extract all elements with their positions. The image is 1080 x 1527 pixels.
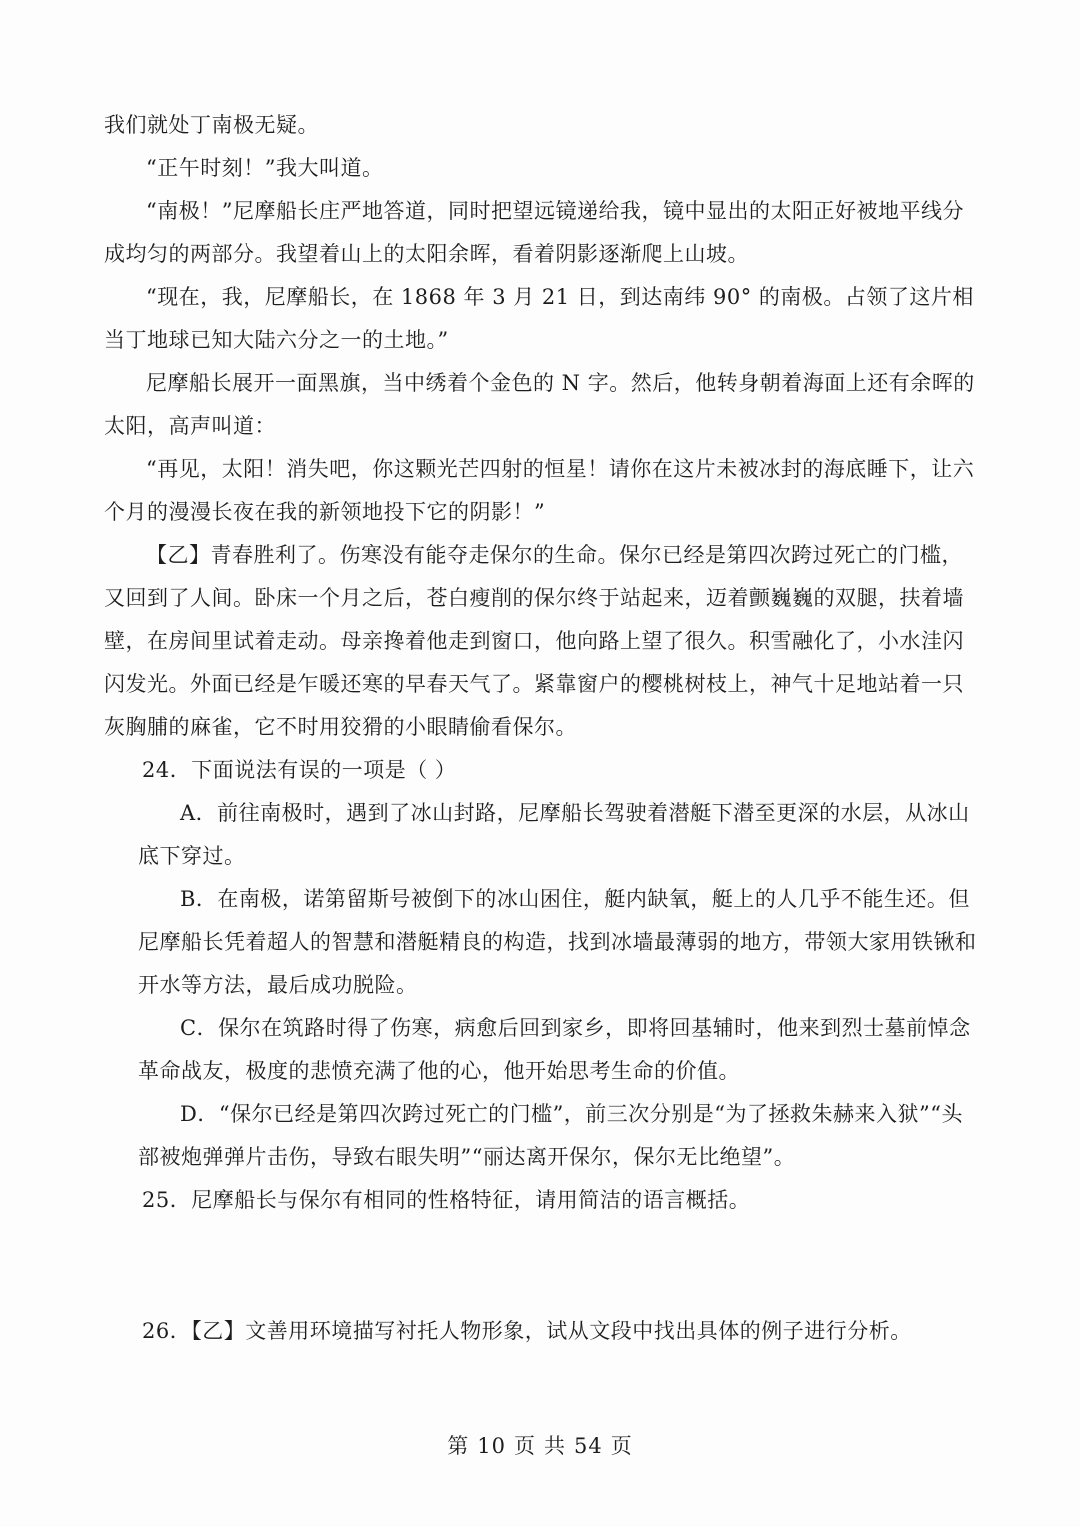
question-24-option-a: A．前往南极时，遇到了冰山封路，尼摩船长驾驶着潜艇下潜至更深的水层，从冰山底下穿过。	[138, 801, 970, 868]
total-unit-label: 页	[610, 1434, 633, 1458]
passage-line-2: “正午时刻！”我大叫道。	[146, 156, 384, 180]
question-24-option-c: C．保尔在筑路时得了伤寒，病愈后回到家乡，即将回基辅时，他来到烈士墓前悼念革命战友，极度的悲愤充满了他的心，他开始思考生命的价值。	[138, 1016, 971, 1083]
passage-paragraph-5: 尼摩船长展开一面黑旗，当中绣着个金色的 N 字。然后，他转身朝着海面上还有余晖的太阳，高声叫道：	[104, 371, 975, 438]
passage-paragraph-4: “现在，我，尼摩船长，在 1868 年 3 月 21 日，到达南纬 90° 的南极。占领了这片相当丁地球已知大陆六分之一的土地。”	[104, 285, 974, 352]
passage-paragraph-yi: 【乙】青春胜利了。伤寒没有能夺走保尔的生命。保尔已经是第四次跨过死亡的门槛，又回到了人间。卧床一个月之后，苍白瘦削的保尔终于站起来，迈着颤巍巍的双腿，扶着墙壁，在房间里试着走动。母亲搀着他走到窗口，他向路上望了很久。积雪融化了，小水洼闪闪发光。外面已经是乍暖还寒的早春天气了。紧靠窗户的樱桃树枝上，神气十足地站着一只灰胸脯的麻雀，它不时用狡猾的小眼睛偷看保尔。	[104, 543, 964, 739]
total-pages-number: 54	[574, 1434, 603, 1458]
passage-line-1: 我们就处丁南极无疑。	[104, 113, 319, 137]
question-25-stem: 25．尼摩船长与保尔有相同的性格特征，请用简洁的语言概括。	[142, 1188, 751, 1212]
question-24-option-d: D．“保尔已经是第四次跨过死亡的门槛”，前三次分别是“为了拯救朱赫来入狱”“头部被炮弹弹片击伤，导致右眼失明”“丽达离开保尔，保尔无比绝望”。	[138, 1102, 964, 1169]
passage-paragraph-3: “南极！”尼摩船长庄严地答道，同时把望远镜递给我，镜中显出的太阳正好被地平线分成均匀的两部分。我望着山上的太阳余晖，看着阴影逐渐爬上山坡。	[104, 199, 964, 266]
page-text	[104, 104, 980, 1353]
question-24-option-b: B．在南极，诺第留斯号被倒下的冰山困住，艇内缺氧，艇上的人几乎不能生还。但尼摩船长凭着超人的智慧和潜艇精良的构造，找到冰墙最薄弱的地方，带领大家用铁锹和开水等方法，最后成功脱险。	[138, 887, 977, 997]
current-page-number: 10	[477, 1434, 506, 1458]
page-number-footer	[0, 1430, 1080, 1460]
question-26-stem: 26．【乙】文善用环境描写衬托人物形象，试从文段中找出具体的例子进行分析。	[142, 1319, 912, 1343]
question-24-stem: 24．下面说法有误的一项是（ ）	[142, 758, 457, 782]
total-label: 共	[544, 1434, 566, 1458]
answer-space-25	[104, 1222, 980, 1310]
passage-paragraph-6: “再见，太阳！消失吧，你这颗光芒四射的恒星！请你在这片未被冰封的海底睡下，让六个月的漫漫长夜在我的新领地投下它的阴影！”	[104, 457, 975, 524]
page-label: 第	[447, 1434, 470, 1458]
page-unit-label: 页	[514, 1434, 536, 1458]
